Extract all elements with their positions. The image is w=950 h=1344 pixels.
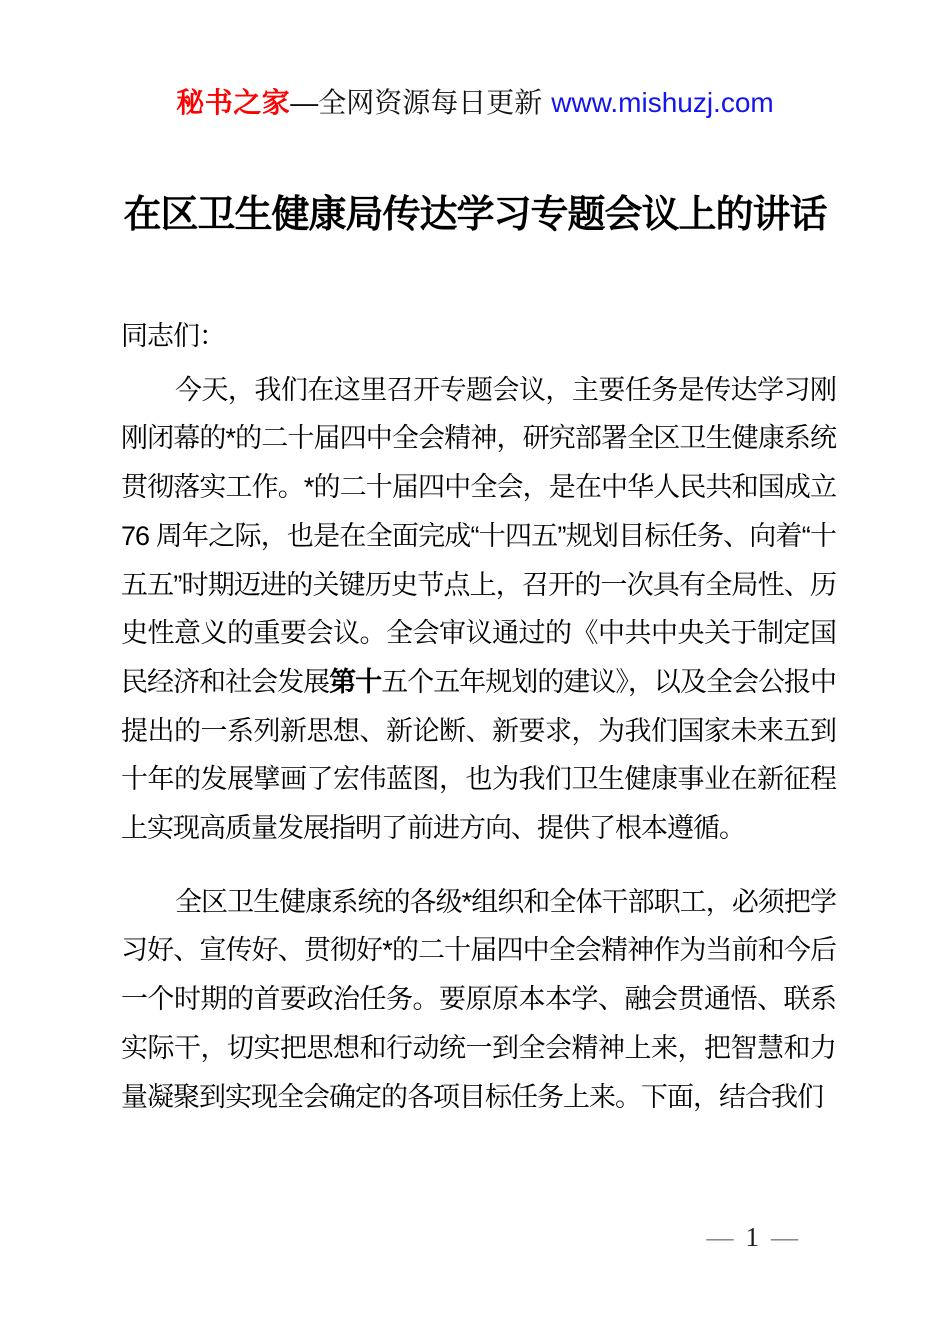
page-number-footer [707,1220,799,1254]
body-paragraph [121,366,836,853]
bold-text-segment: 第十 [329,666,382,697]
site-url-link[interactable]: www.mishuzj.com [551,87,774,118]
text-segment: 五个五年规划的建议》，以及全会公报中提出的一系列新思想、新论断、新要求，为我们国家未来五到十年的发展擘画了宏伟蓝图，也为我们卫生健康事业在新征程上实现高质量发展指明了前进方向、提供了根本遵循。 [121,666,837,844]
brand-text: 秘书之家 [176,87,291,118]
text-segment: 今天，我们在这里召开专题会议，主要任务是传达学习刚刚闭幕的*的二十届四中全会精神，研究部署全区卫生健康系统贯彻落实工作。*的二十届四中全会，是在中华人民共和国成立76 周年之际，也是在全面完成“十四五”规划目标任务、向着“十五五”时期迈进的关键历史节点上，召开的一次具有全局性、历史性意义的重要会议。全会审议通过的《中共中央关于制定国民经济和社会发展 [121,374,836,697]
document-header [0,86,950,120]
body-paragraph [121,878,836,1122]
page-number: 1 [745,1222,759,1252]
greeting-text: 同志们： [121,321,225,351]
footer-dash-right: — [771,1222,798,1252]
text-segment: 全区卫生健康系统的各级*组织和全体干部职工，必须把学习好、宣传好、贯彻好*的二十届四中全会精神作为当前和今后一个时期的首要政治任务。要原原本本学、融会贯通悟、联系实际干，切实把思想和行动统一到全会精神上来，把智慧和力量凝聚到实现全会确定的各项目标任务上来。下面，结合我们 [121,886,836,1112]
header-separator: — [290,87,319,118]
paragraph-list [121,366,836,1122]
header-tagline: 全网资源每日更新 [318,87,543,118]
footer-dash-left: — [706,1222,734,1252]
document-title: 在区卫生健康局传达学习专题会议上的讲话 [123,194,827,236]
document-body [121,312,836,1146]
